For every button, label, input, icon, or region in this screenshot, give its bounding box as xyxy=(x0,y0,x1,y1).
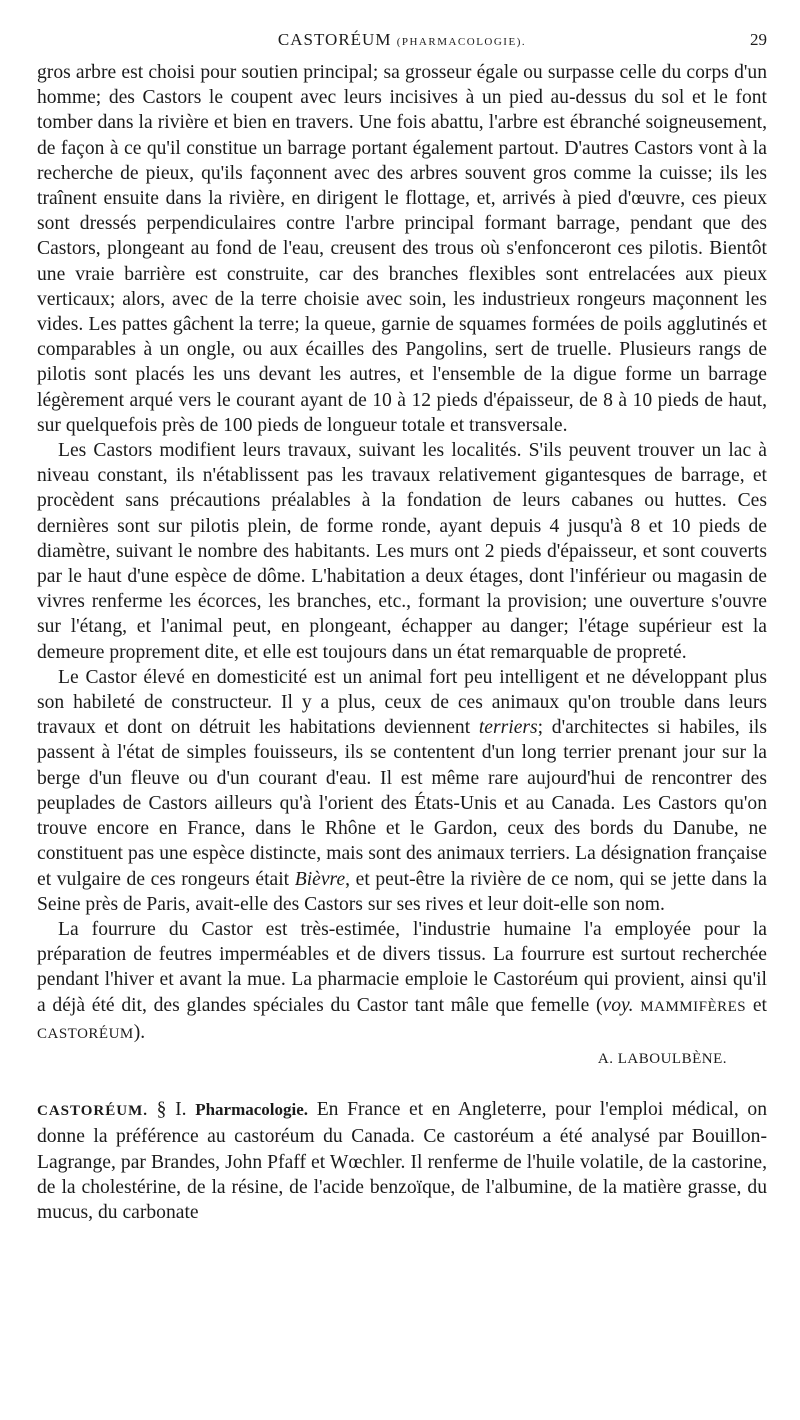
article-separator xyxy=(37,1072,767,1097)
running-title-subtitle: (PHARMACOLOGIE). xyxy=(396,36,527,48)
running-title-main: CASTORÉUM xyxy=(277,30,392,49)
running-head xyxy=(37,30,767,60)
paragraph-fur xyxy=(37,917,767,1047)
cross-reference-castoreum: CASTORÉUM xyxy=(37,1025,134,1042)
page-number: 29 xyxy=(750,30,767,49)
section-mark: § I. xyxy=(156,1099,187,1121)
cross-reference-close: ). xyxy=(133,1021,146,1043)
paragraph-text: ; d'architectes si habiles, ils passent à l'état de simples fouisseurs, ils se contentent d'un long terrier prenant jour sur la berge d'un fleuve ou d'un courant d'eau. Il est même rare aujourd'hui de rencontrer des peuplades de Castors ailleurs qu'à l'orient des États-Unis et au Canada. Les Castors qu'on trouve encore en France, dans le Rhône et le Gardon, ceux des bords du Danube, ne constituent pas une espèce distincte, mais sont des animaux terriers. La désignation française et vulgaire de ces rongeurs était xyxy=(37,717,767,890)
paragraph-text: La fourrure du Castor est très-estimée, l'industrie humaine l'a employée pour la préparation de feutres imperméables et de divers tissus. La fourrure est surtout recherchée pendant l'hiver et avant la mue. La pharmacie emploie le Castoréum qui provient, ainsi qu'il a déjà été dit, des glandes spéciales du Castor tant mâle que femelle ( xyxy=(37,918,767,1016)
paragraph-beaver-huts: Les Castors modifient leurs travaux, suivant les localités. S'ils peuvent trouver un lac à niveau constant, ils n'établissent pas les travaux relativement gigantesques de barrage, et procèdent sans précautions préalables à la fondation de leurs cabanes ou huttes. Ces dernières sont sur pilotis plein, de forme ronde, ayant depuis 4 jusqu'à 8 et 10 pieds de diamètre, suivant le nombre des habitants. Les murs ont 2 pieds d'épaisseur, et sont couverts par le haut d'une espèce de dôme. L'habitation a deux étages, dont l'inférieur ou magasin de vivres renferme les écorces, les branches, etc., formant la provision; une ouverture s'ouvre sur l'étang, et l'animal peut, en plongeant, échapper au danger; l'étage supérieur est la demeure proprement dite, et elle est toujours dans un état remarquable de propreté. xyxy=(37,440,767,663)
running-title xyxy=(37,30,767,50)
paragraph-text: Le Castor élevé en domesticité est un animal fort peu intelligent et ne développant plus son habileté de constructeur. Il y a plus, ceux de ces animaux qu'on trouble dans leurs travaux et dont on détruit les habitations deviennent xyxy=(37,666,767,739)
signature-line xyxy=(37,1047,767,1072)
body-text xyxy=(37,60,767,1225)
article-heading: CASTORÉUM. xyxy=(37,1103,148,1120)
article-castoreum xyxy=(37,1097,767,1225)
article-text: En France et en Angleterre, pour l'emploi médical, on donne la préférence au castoréum du Canada. Ce castoréum a été analysé par Bouillon-Lagrange, par Brandes, John Pfaff et Wœchler. Il renferme de l'huile volatile, de la castorine, de la cholestérine, de la résine, de l'acide benzoïque, de l'albumine, de la matière grasse, du mucus, du carbonate xyxy=(37,1099,767,1223)
cross-reference-voy: voy. xyxy=(602,994,634,1016)
italic-term: terriers xyxy=(478,717,538,739)
section-title: Pharmacologie. xyxy=(195,1100,309,1120)
paragraph-beaver-dam: gros arbre est choisi pour soutien principal; sa grosseur égale ou surpasse celle du corps d'un homme; des Castors le coupent avec leurs incisives à un pied au-dessus du sol et le font tomber dans la rivière et bien en travers. Une fois abattu, l'arbre est ébranché soigneusement, de façon à ce qu'il constitue un barrage portant également partout. D'autres Castors vont à la recherche de pieux, qu'ils façonnent avec des arbres souvent gros comme la cuisse; ils les traînent ensuite dans la rivière, en dirigent le flottage, et, arrivés à pied d'œuvre, ces pieux sont dressés perpendiculaires contre l'arbre principal formant barrage, pendant que des Castors, plongeant au fond de l'eau, creusent des trous où s'enfonceront ces pilotis. Bientôt une vraie barrière est construite, car des branches flexibles sont entrelacées aux pieux verticaux; alors, avec de la terre choisie avec soin, les industrieux rongeurs maçonnent les vides. Les pattes gâchent la terre; la queue, garnie de squames formées de poils agglutinés et comparables à un ongle, ou aux écailles des Pangolins, sert de truelle. Plusieurs rangs de pilotis sont placés les uns devant les autres, et l'ensemble de la digue forme un barrage légèrement arqué vers le courant ayant de 10 à 12 pieds d'épaisseur, de 8 à 10 pieds de haut, sur quelquefois près de 100 pieds de longueur totale et transversale. xyxy=(37,62,767,436)
italic-term: Bièvre xyxy=(294,868,346,890)
author-signature: A. LABOULBÈNE. xyxy=(597,1050,727,1067)
paragraph-beaver-domestic xyxy=(37,665,767,917)
cross-reference-mammiferes: MAMMIFÈRES xyxy=(640,998,747,1015)
page xyxy=(37,30,767,1225)
paragraph-text: , et peut-être la rivière de ce nom, qui se jette dans la Seine près de Paris, avait-elle des Castors sur ses rives et leur doit-elle son nom. xyxy=(37,868,768,915)
cross-reference-conjunction: et xyxy=(752,994,767,1016)
